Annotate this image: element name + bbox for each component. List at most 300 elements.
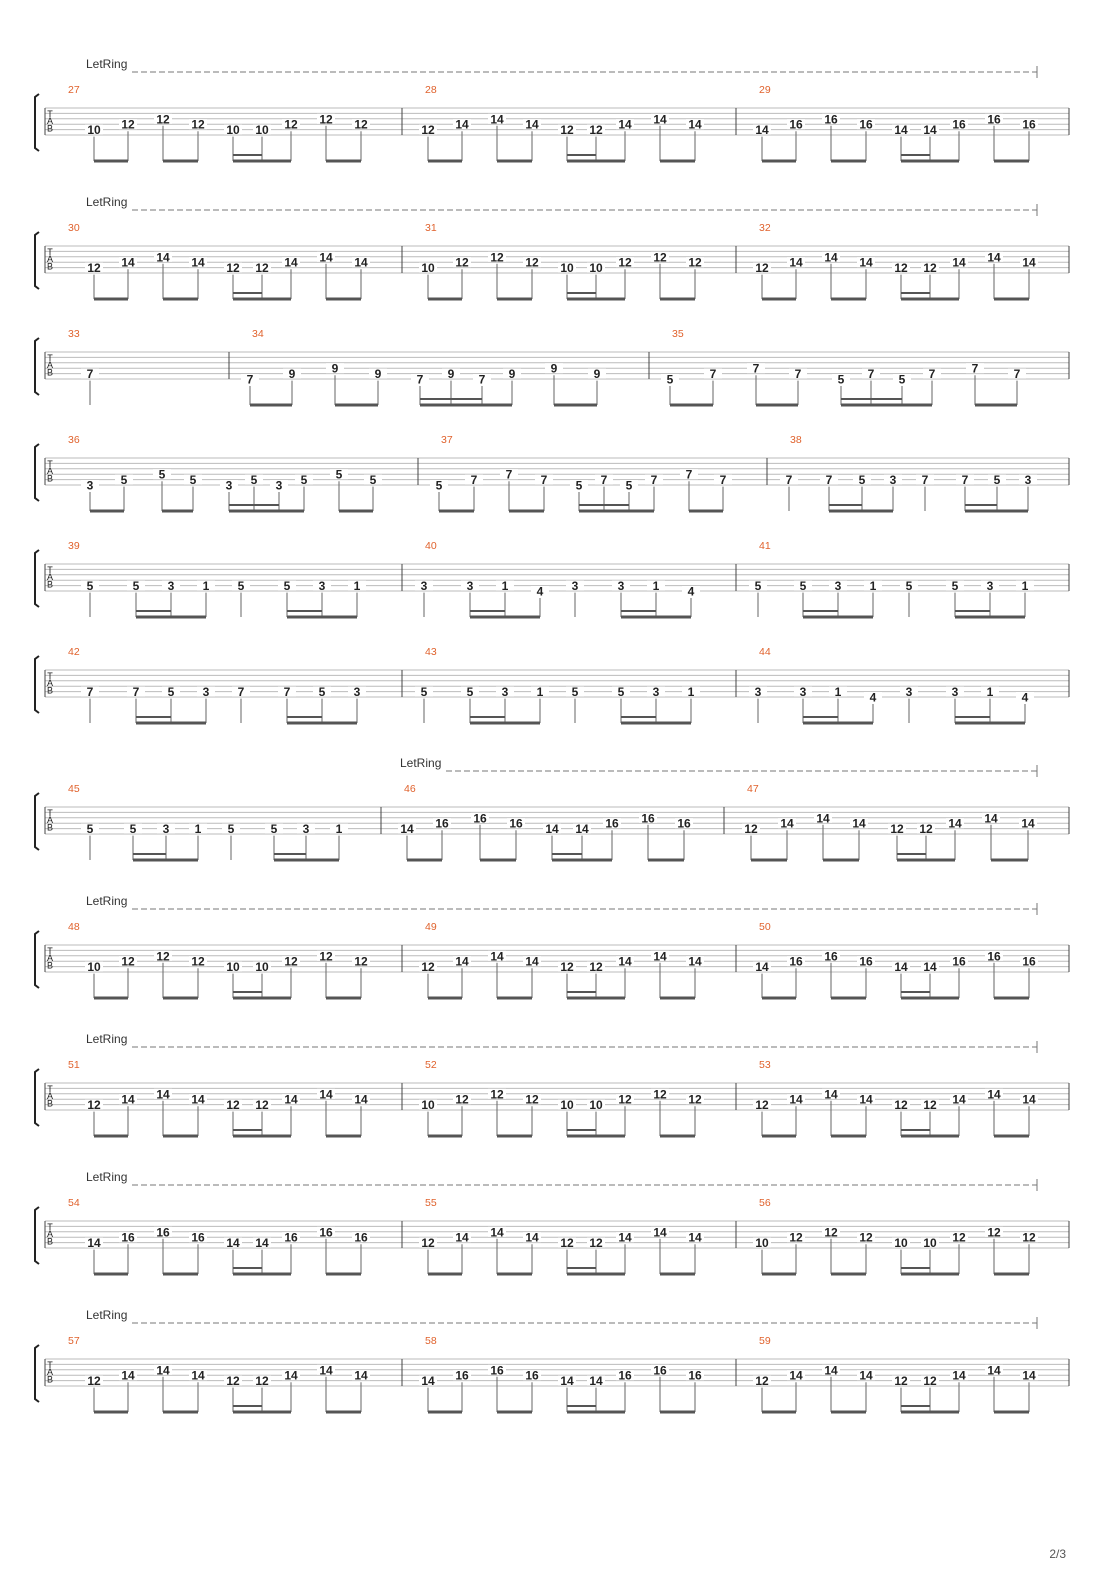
system-bracket [35, 1069, 39, 1126]
fret-number: 14 [455, 954, 469, 969]
fret-number: 14 [354, 255, 368, 270]
tab-clef-letter: B [46, 822, 54, 833]
fret-number: 12 [319, 112, 333, 127]
fret-number: 12 [688, 255, 702, 270]
fret-number: 14 [653, 949, 667, 964]
fret-number: 12 [744, 822, 758, 837]
measure-number: 52 [425, 1059, 437, 1071]
fret-number: 7 [650, 473, 658, 488]
measure-number: 28 [425, 84, 437, 96]
fret-number: 1 [986, 685, 994, 700]
fret-number: 12 [923, 1098, 937, 1113]
fret-number: 12 [421, 960, 435, 975]
measure-number: 29 [759, 84, 771, 96]
system-bracket [35, 656, 39, 713]
system-bracket [35, 232, 39, 289]
fret-number: 12 [923, 1374, 937, 1389]
fret-number: 1 [652, 579, 660, 594]
fret-number: 16 [859, 954, 873, 969]
fret-number: 7 [709, 367, 717, 382]
fret-number: 5 [799, 579, 807, 594]
fret-number: 14 [780, 816, 794, 831]
letring-label: LetRing [86, 195, 128, 209]
fret-number: 14 [455, 117, 469, 132]
fret-number: 10 [755, 1236, 769, 1251]
fret-number: 12 [789, 1230, 803, 1245]
fret-number: 12 [421, 123, 435, 138]
fret-number: 7 [971, 361, 979, 376]
fret-number: 4 [869, 690, 877, 705]
fret-number: 14 [824, 1363, 838, 1378]
staff-system [35, 434, 1069, 511]
fret-number: 14 [455, 1230, 469, 1245]
fret-number: 14 [688, 954, 702, 969]
measure-number: 46 [404, 783, 416, 795]
fret-number: 10 [560, 261, 574, 276]
tab-clef-letter: A [46, 116, 54, 127]
fret-number: 9 [288, 367, 296, 382]
tab-clef-letter: A [46, 815, 54, 826]
fret-number: 12 [919, 822, 933, 837]
fret-number: 12 [952, 1230, 966, 1245]
fret-number: 16 [455, 1368, 469, 1383]
system-bracket [35, 94, 39, 151]
fret-number: 3 [652, 685, 660, 700]
fret-number: 14 [688, 117, 702, 132]
fret-number: 16 [525, 1368, 539, 1383]
fret-number: 5 [905, 579, 913, 594]
staff-system [35, 1170, 1069, 1274]
tab-clef-letter: A [46, 572, 54, 583]
fret-number: 7 [540, 473, 548, 488]
tab-clef-letter: B [46, 123, 54, 134]
fret-number: 14 [421, 1374, 435, 1389]
fret-number: 14 [755, 960, 769, 975]
fret-number: 16 [473, 811, 487, 826]
fret-number: 14 [789, 1092, 803, 1107]
fret-number: 12 [421, 1236, 435, 1251]
tab-clef-letter: T [47, 353, 53, 363]
tab-clef-letter: T [47, 247, 53, 257]
measure-number: 41 [759, 540, 771, 552]
measure-number: 58 [425, 1335, 437, 1347]
fret-number: 14 [284, 255, 298, 270]
fret-number: 14 [191, 1092, 205, 1107]
fret-number: 5 [167, 685, 175, 700]
fret-number: 16 [121, 1230, 135, 1245]
fret-number: 7 [470, 473, 478, 488]
fret-number: 12 [191, 954, 205, 969]
fret-number: 12 [87, 1374, 101, 1389]
fret-number: 3 [571, 579, 579, 594]
fret-number: 16 [677, 816, 691, 831]
fret-number: 14 [255, 1236, 269, 1251]
fret-number: 12 [923, 261, 937, 276]
fret-number: 9 [593, 367, 601, 382]
fret-number: 14 [525, 117, 539, 132]
fret-number: 7 [86, 685, 94, 700]
fret-number: 3 [202, 685, 210, 700]
staff-system [35, 328, 1069, 405]
fret-number: 14 [653, 1225, 667, 1240]
fret-number: 1 [536, 685, 544, 700]
fret-number: 14 [923, 123, 937, 138]
measure-number: 42 [68, 646, 80, 658]
fret-number: 5 [575, 478, 583, 493]
fret-number: 14 [191, 255, 205, 270]
fret-number: 5 [435, 478, 443, 493]
fret-number: 5 [335, 467, 343, 482]
fret-number: 12 [560, 123, 574, 138]
measure-number: 54 [68, 1197, 80, 1209]
fret-number: 5 [754, 579, 762, 594]
fret-number: 7 [505, 467, 513, 482]
fret-number: 9 [550, 361, 558, 376]
tab-clef-letter: T [47, 109, 53, 119]
fret-number: 16 [319, 1225, 333, 1240]
fret-number: 1 [869, 579, 877, 594]
fret-number: 12 [354, 954, 368, 969]
system-bracket [35, 338, 39, 395]
fret-number: 3 [905, 685, 913, 700]
fret-number: 5 [837, 372, 845, 387]
tab-clef-letter: B [46, 1374, 54, 1385]
fret-number: 5 [129, 822, 137, 837]
fret-number: 14 [894, 960, 908, 975]
fret-number: 16 [824, 949, 838, 964]
measure-number: 30 [68, 222, 80, 234]
system-bracket [35, 1207, 39, 1264]
fret-number: 5 [898, 372, 906, 387]
tab-clef-letter: B [46, 367, 54, 378]
fret-number: 12 [87, 261, 101, 276]
fret-number: 14 [852, 816, 866, 831]
tab-clef-letter: A [46, 1367, 54, 1378]
fret-number: 5 [625, 478, 633, 493]
staff-system [35, 1308, 1069, 1412]
fret-number: 14 [1022, 1092, 1036, 1107]
fret-number: 12 [319, 949, 333, 964]
fret-number: 12 [755, 261, 769, 276]
measure-number: 36 [68, 434, 80, 446]
fret-number: 3 [167, 579, 175, 594]
fret-number: 12 [894, 261, 908, 276]
letring-label: LetRing [86, 57, 128, 71]
fret-number: 14 [688, 1230, 702, 1245]
fret-number: 10 [87, 960, 101, 975]
fret-number: 3 [799, 685, 807, 700]
fret-number: 7 [928, 367, 936, 382]
fret-number: 5 [120, 473, 128, 488]
staff-system [35, 1032, 1069, 1136]
fret-number: 5 [617, 685, 625, 700]
fret-number: 3 [1024, 473, 1032, 488]
fret-number: 12 [284, 954, 298, 969]
fret-number: 3 [275, 478, 283, 493]
fret-number: 3 [951, 685, 959, 700]
fret-number: 9 [331, 361, 339, 376]
fret-number: 12 [284, 117, 298, 132]
fret-number: 16 [191, 1230, 205, 1245]
fret-number: 16 [859, 117, 873, 132]
fret-number: 10 [87, 123, 101, 138]
fret-number: 12 [560, 960, 574, 975]
fret-number: 12 [1022, 1230, 1036, 1245]
fret-number: 3 [162, 822, 170, 837]
fret-number: 12 [490, 1087, 504, 1102]
fret-number: 14 [859, 255, 873, 270]
measure-number: 31 [425, 222, 437, 234]
fret-number: 14 [545, 822, 559, 837]
fret-number: 16 [789, 954, 803, 969]
fret-number: 14 [952, 1368, 966, 1383]
fret-number: 16 [509, 816, 523, 831]
fret-number: 12 [589, 123, 603, 138]
tab-clef-letter: A [46, 953, 54, 964]
measure-number: 56 [759, 1197, 771, 1209]
fret-number: 5 [666, 372, 674, 387]
fret-number: 7 [794, 367, 802, 382]
fret-number: 3 [86, 478, 94, 493]
fret-number: 12 [589, 1236, 603, 1251]
fret-number: 10 [255, 123, 269, 138]
fret-number: 7 [752, 361, 760, 376]
fret-number: 16 [1022, 117, 1036, 132]
fret-number: 14 [575, 822, 589, 837]
tab-clef-letter: A [46, 466, 54, 477]
fret-number: 14 [319, 1363, 333, 1378]
letring-label: LetRing [86, 1170, 128, 1184]
tab-clef-letter: A [46, 1091, 54, 1102]
fret-number: 14 [156, 1087, 170, 1102]
fret-number: 14 [226, 1236, 240, 1251]
fret-number: 16 [156, 1225, 170, 1240]
measure-number: 34 [252, 328, 264, 340]
fret-number: 14 [1022, 1368, 1036, 1383]
fret-number: 14 [987, 1363, 1001, 1378]
fret-number: 12 [255, 1098, 269, 1113]
fret-number: 1 [1021, 579, 1029, 594]
fret-number: 14 [987, 1087, 1001, 1102]
fret-number: 5 [318, 685, 326, 700]
fret-number: 14 [859, 1368, 873, 1383]
fret-number: 1 [687, 685, 695, 700]
fret-number: 5 [369, 473, 377, 488]
letring-label: LetRing [86, 1032, 128, 1046]
measure-number: 38 [790, 434, 802, 446]
fret-number: 14 [816, 811, 830, 826]
fret-number: 7 [867, 367, 875, 382]
fret-number: 14 [589, 1374, 603, 1389]
tab-clef-letter: B [46, 1236, 54, 1247]
fret-number: 12 [653, 250, 667, 265]
fret-number: 14 [319, 250, 333, 265]
staff-system [35, 646, 1069, 723]
measure-number: 49 [425, 921, 437, 933]
tab-clef-letter: T [47, 946, 53, 956]
fret-number: 16 [1022, 954, 1036, 969]
staff-system [35, 894, 1069, 998]
fret-number: 5 [250, 473, 258, 488]
measure-number: 47 [747, 783, 759, 795]
fret-number: 7 [921, 473, 929, 488]
fret-number: 5 [466, 685, 474, 700]
tab-clef-letter: B [46, 685, 54, 696]
measure-number: 51 [68, 1059, 80, 1071]
fret-number: 10 [226, 123, 240, 138]
fret-number: 7 [86, 367, 94, 382]
measure-number: 55 [425, 1197, 437, 1209]
measure-number: 39 [68, 540, 80, 552]
fret-number: 16 [284, 1230, 298, 1245]
measure-number: 53 [759, 1059, 771, 1071]
fret-number: 1 [353, 579, 361, 594]
fret-number: 3 [754, 685, 762, 700]
fret-number: 14 [560, 1374, 574, 1389]
fret-number: 16 [641, 811, 655, 826]
system-bracket [35, 1345, 39, 1402]
tab-clef-letter: B [46, 579, 54, 590]
fret-number: 14 [618, 117, 632, 132]
fret-number: 12 [859, 1230, 873, 1245]
fret-number: 10 [589, 1098, 603, 1113]
fret-number: 12 [890, 822, 904, 837]
fret-number: 14 [490, 949, 504, 964]
fret-number: 9 [508, 367, 516, 382]
fret-number: 14 [789, 255, 803, 270]
measure-number: 45 [68, 783, 80, 795]
tab-clef-letter: A [46, 254, 54, 265]
measure-number: 48 [68, 921, 80, 933]
fret-number: 14 [156, 250, 170, 265]
fret-number: 12 [226, 1374, 240, 1389]
staff-system [35, 195, 1069, 299]
fret-number: 5 [189, 473, 197, 488]
fret-number: 7 [1013, 367, 1021, 382]
fret-number: 14 [156, 1363, 170, 1378]
fret-number: 12 [121, 117, 135, 132]
fret-number: 14 [894, 123, 908, 138]
tab-clef-letter: B [46, 1098, 54, 1109]
fret-number: 3 [420, 579, 428, 594]
fret-number: 12 [121, 954, 135, 969]
measure-number: 35 [672, 328, 684, 340]
tab-clef-letter: T [47, 671, 53, 681]
fret-number: 14 [490, 112, 504, 127]
measure-number: 50 [759, 921, 771, 933]
fret-number: 7 [785, 473, 793, 488]
staff-system [35, 756, 1069, 860]
fret-number: 5 [571, 685, 579, 700]
fret-number: 1 [501, 579, 509, 594]
fret-number: 4 [536, 584, 544, 599]
fret-number: 5 [86, 579, 94, 594]
fret-number: 12 [618, 1092, 632, 1107]
fret-number: 5 [132, 579, 140, 594]
fret-number: 14 [319, 1087, 333, 1102]
fret-number: 14 [525, 1230, 539, 1245]
fret-number: 12 [226, 261, 240, 276]
fret-number: 1 [202, 579, 210, 594]
fret-number: 3 [302, 822, 310, 837]
fret-number: 10 [560, 1098, 574, 1113]
fret-number: 12 [755, 1374, 769, 1389]
tab-clef-letter: T [47, 808, 53, 818]
measure-number: 44 [759, 646, 771, 658]
fret-number: 10 [421, 261, 435, 276]
fret-number: 12 [653, 1087, 667, 1102]
fret-number: 5 [237, 579, 245, 594]
fret-number: 4 [687, 584, 695, 599]
fret-number: 7 [283, 685, 291, 700]
fret-number: 3 [225, 478, 233, 493]
fret-number: 7 [685, 467, 693, 482]
fret-number: 16 [490, 1363, 504, 1378]
fret-number: 14 [948, 816, 962, 831]
fret-number: 14 [354, 1368, 368, 1383]
fret-number: 14 [354, 1092, 368, 1107]
fret-number: 12 [455, 255, 469, 270]
fret-number: 14 [400, 822, 414, 837]
fret-number: 5 [858, 473, 866, 488]
fret-number: 14 [653, 112, 667, 127]
fret-number: 14 [121, 1368, 135, 1383]
fret-number: 14 [824, 1087, 838, 1102]
fret-number: 14 [923, 960, 937, 975]
system-bracket [35, 444, 39, 501]
measure-number: 59 [759, 1335, 771, 1347]
fret-number: 14 [859, 1092, 873, 1107]
fret-number: 7 [825, 473, 833, 488]
tab-clef-letter: A [46, 678, 54, 689]
fret-number: 14 [824, 250, 838, 265]
measure-number: 57 [68, 1335, 80, 1347]
fret-number: 16 [987, 949, 1001, 964]
fret-number: 12 [255, 1374, 269, 1389]
fret-number: 14 [191, 1368, 205, 1383]
fret-number: 5 [993, 473, 1001, 488]
fret-number: 16 [435, 816, 449, 831]
fret-number: 14 [121, 1092, 135, 1107]
fret-number: 7 [478, 372, 486, 387]
fret-number: 16 [354, 1230, 368, 1245]
fret-number: 5 [158, 467, 166, 482]
fret-number: 14 [87, 1236, 101, 1251]
fret-number: 5 [270, 822, 278, 837]
fret-number: 14 [1022, 255, 1036, 270]
fret-number: 9 [374, 367, 382, 382]
fret-number: 16 [952, 117, 966, 132]
fret-number: 12 [156, 112, 170, 127]
tab-clef-letter: T [47, 1222, 53, 1232]
fret-number: 12 [894, 1374, 908, 1389]
fret-number: 5 [420, 685, 428, 700]
fret-number: 3 [834, 579, 842, 594]
fret-number: 12 [525, 1092, 539, 1107]
measure-number: 27 [68, 84, 80, 96]
tab-clef-letter: B [46, 261, 54, 272]
measure-number: 43 [425, 646, 437, 658]
fret-number: 1 [194, 822, 202, 837]
fret-number: 14 [987, 250, 1001, 265]
measure-number: 33 [68, 328, 80, 340]
fret-number: 10 [923, 1236, 937, 1251]
fret-number: 1 [834, 685, 842, 700]
fret-number: 12 [525, 255, 539, 270]
fret-number: 7 [600, 473, 608, 488]
fret-number: 14 [490, 1225, 504, 1240]
fret-number: 3 [501, 685, 509, 700]
